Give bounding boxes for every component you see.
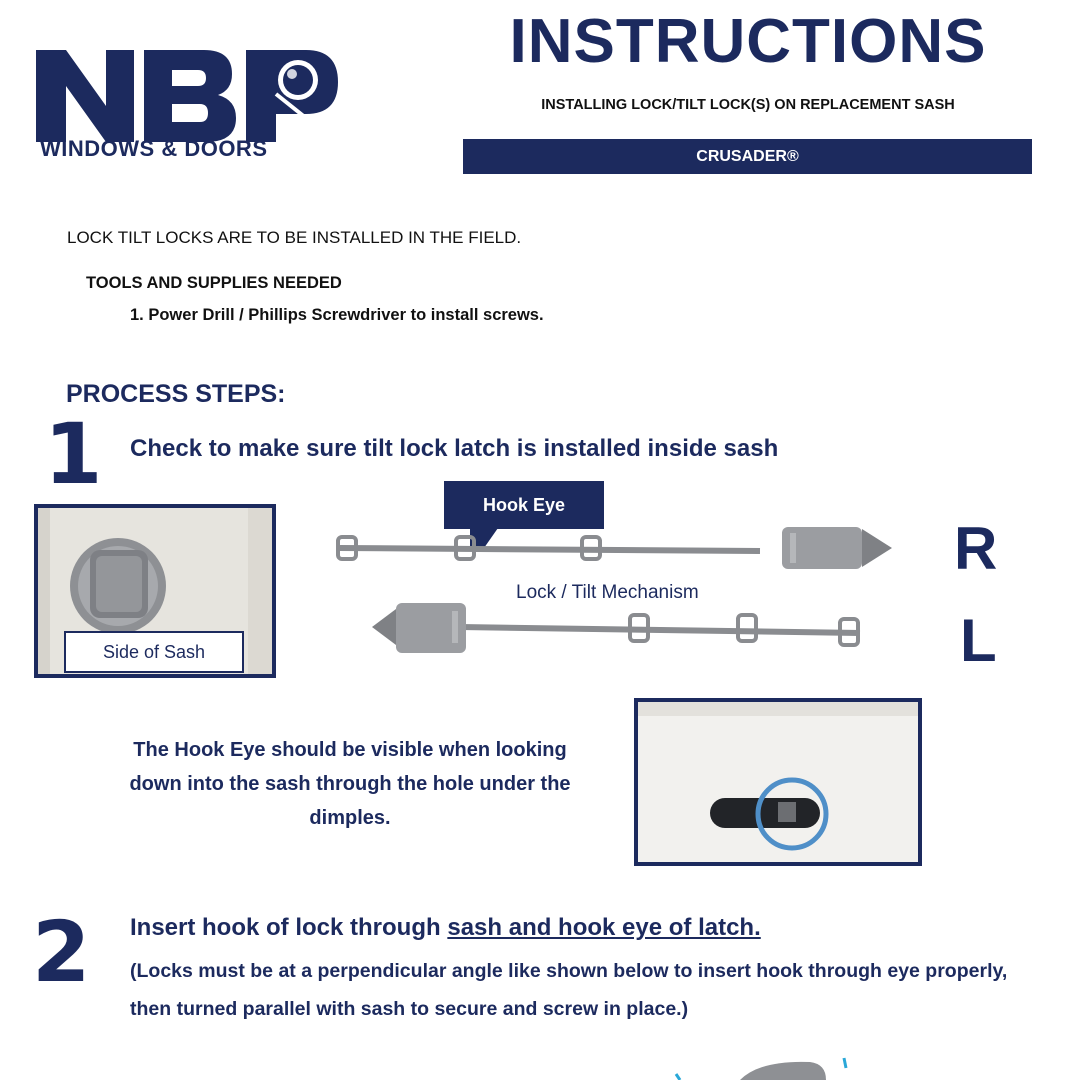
step-2-illustration: [640, 1040, 880, 1080]
step-2-note: (Locks must be at a perpendicular angle like shown below to insert hook through eye properly, then turned parallel with sash to secure and screw in place.): [130, 960, 1008, 1020]
intro-text: LOCK TILT LOCKS ARE TO BE INSTALLED IN THE FIELD.: [67, 228, 522, 247]
right-label: R: [954, 515, 998, 582]
hook-eye-illustration: [638, 702, 918, 862]
left-mechanism: [460, 615, 860, 645]
right-lock-body: [782, 527, 892, 569]
step-2-title-underlined: sash and hook eye of latch.: [447, 914, 761, 941]
left-lock-body: [372, 603, 466, 653]
page-subtitle: INSTALLING LOCK/TILT LOCK(S) ON REPLACEMENT SASH: [541, 97, 955, 113]
left-label: L: [960, 607, 997, 674]
right-mechanism: [338, 537, 760, 559]
step-1-number: 1: [44, 405, 103, 503]
product-name: CRUSADER®: [696, 147, 799, 165]
hook-eye-callout: Hook Eye: [444, 481, 604, 529]
step-1-title: Check to make sure tilt lock latch is installed inside sash: [130, 435, 779, 462]
side-of-sash-label: Side of Sash: [64, 631, 244, 673]
step-2-number: 2: [32, 903, 91, 1001]
tools-item: 1. Power Drill / Phillips Screwdriver to install screws.: [130, 306, 544, 324]
process-heading: PROCESS STEPS:: [66, 380, 286, 408]
tools-heading: TOOLS AND SUPPLIES NEEDED: [86, 274, 342, 292]
step-2-title-plain: Insert hook of lock through: [130, 914, 448, 941]
product-banner: [463, 139, 1032, 174]
mechanism-label: Lock / Tilt Mechanism: [516, 582, 699, 603]
page-title: INSTRUCTIONS: [509, 7, 987, 76]
step-1-note: The Hook Eye should be visible when looking down into the sash through the hole under the dimples.: [129, 739, 571, 829]
step-2-title: [130, 914, 761, 942]
logo-subtitle: WINDOWS & DOORS: [40, 136, 268, 161]
hook-eye-photo: [634, 698, 922, 866]
